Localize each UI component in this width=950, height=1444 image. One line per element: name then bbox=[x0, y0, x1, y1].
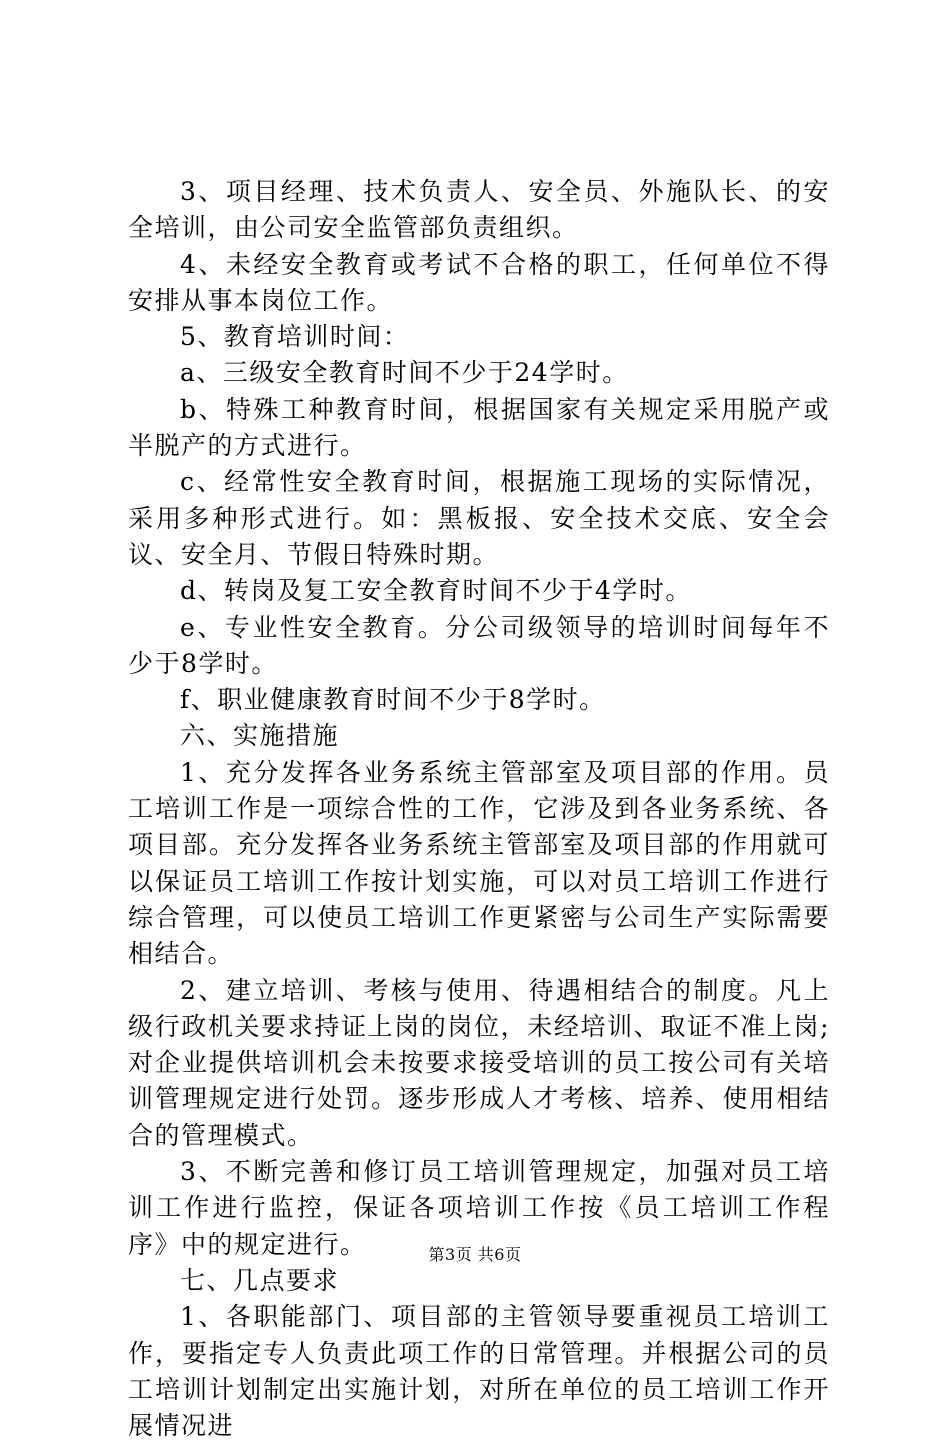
paragraph-12: 2、建立培训、考核与使用、待遇相结合的制度。凡上级行政机关要求持证上岗的岗位，未经培训、取证不准上岗;对企业提供培训机会未按要求接受培训的员工按公司有关培训管理规定进行处罚。逐步形成人才考核、培养、使用相结合的管理模式。 bbox=[128, 975, 830, 1150]
section-heading-6: 六、实施措施 bbox=[180, 721, 340, 751]
paragraph-7: d、转岗及复工安全教育时间不少于4学时。 bbox=[180, 576, 692, 606]
paragraph-2: 4、未经安全教育或考试不合格的职工，任何单位不得安排从事本岗位工作。 bbox=[128, 249, 830, 315]
paragraph-13: 3、不断完善和修订员工培训管理规定，加强对员工培训工作进行监控，保证各项培训工作按《员工培训工作程序》中的规定进行。 bbox=[128, 1157, 830, 1259]
paragraph-5: b、特殊工种教育时间，根据国家有关规定采用脱产或半脱产的方式进行。 bbox=[128, 394, 830, 461]
paragraph-8: e、专业性安全教育。分公司级领导的培训时间每年不少于8学时。 bbox=[128, 612, 830, 678]
paragraph-15: 1、各职能部门、项目部的主管领导要重视员工培训工作，要指定专人负责此项工作的日常管理。并根据公司的员工培训计划制定出实施计划，对所在单位的员工培训工作开展情况进 bbox=[128, 1302, 830, 1441]
section-heading-7: 七、几点要求 bbox=[180, 1265, 340, 1295]
paragraph-1: 3、项目经理、技术负责人、安全员、外施队长、的安全培训，由公司安全监管部负责组织。 bbox=[128, 177, 830, 243]
paragraph-3: 5、教育培训时间： bbox=[180, 322, 410, 352]
paragraph-6: c、经常性安全教育时间，根据施工现场的实际情况，采用多种形式进行。如：黑板报、安全技术交底、安全会议、安全月、节假日特殊时期。 bbox=[128, 467, 830, 569]
paragraph-9: f、职业健康教育时间不少于8学时。 bbox=[180, 685, 606, 715]
paragraph-4: a、三级安全教育时间不少于24学时。 bbox=[180, 358, 629, 388]
paragraph-11: 1、充分发挥各业务系统主管部室及项目部的作用。员工培训工作是一项综合性的工作，它涉及到各业务系统、各项目部。充分发挥各业务系统主管部室及项目部的作用就可以保证员工培训工作按计划实施，可以对员工培训工作进行综合管理，可以使员工培训工作更紧密与公司生产实际需要相结合。 bbox=[128, 757, 830, 969]
page-footer: 第3页 共6页 bbox=[428, 1245, 522, 1264]
